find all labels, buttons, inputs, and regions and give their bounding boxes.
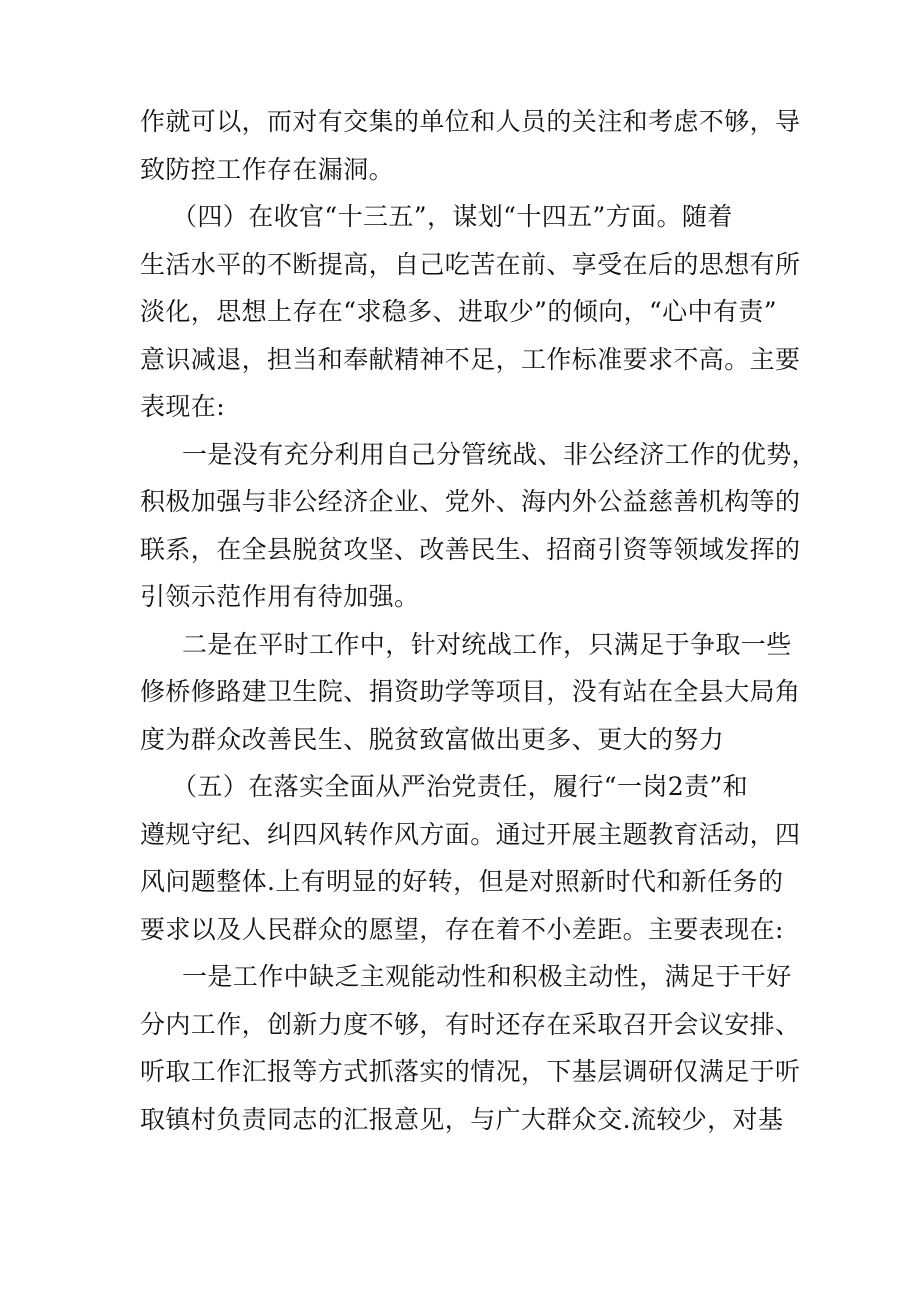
section-heading-four: （四）在收官“十三五”，谋划“十四五”方面。随着 xyxy=(172,202,733,231)
text-line: 联系，在全县脱贫攻坚、改善民生、招商引资等领域发挥的 xyxy=(140,534,801,564)
text-line: 要求以及人民群众的愿望，存在着不小差距。主要表现在: xyxy=(140,914,784,944)
paragraph-start: 一是没有充分利用自己分管统战、非公经济工作的优势， xyxy=(182,439,818,469)
text-line: 淡化，思想上存在“求稳多、进取少”的倾向，“心中有责” xyxy=(140,297,777,326)
paragraph-start: 二是在平时工作中，针对统战工作，只满足于争取一些 xyxy=(182,629,792,659)
text-line: 听取工作汇报等方式抓落实的情况，下基层调研仅满足于听 xyxy=(140,1057,801,1086)
text-line: 意识减退，担当和奉献精神不足，工作标准要求不高。主要 xyxy=(140,344,801,374)
text-line: 遵规守纪、纠四风转作风方面。通过开展主题教育活动，四 xyxy=(140,819,801,849)
text-line: 表现在: xyxy=(140,392,226,421)
text-line: 引领示范作用有待加强。 xyxy=(140,582,420,611)
text-line: 作就可以，而对有交集的单位和人员的关注和考虑不够，导 xyxy=(140,107,801,136)
text-line: 修桥修路建卫生院、捐资助学等项目，没有站在全县大局角 xyxy=(140,677,801,706)
text-line: 生活水平的不断提高，自己吃苦在前、享受在后的思想有所 xyxy=(140,249,801,279)
text-line: 分内工作，创新力度不够，有时还存在采取召开会议安排、 xyxy=(140,1009,801,1039)
text-line: 致防控工作存在漏洞。 xyxy=(140,154,395,184)
document-body xyxy=(140,98,818,1143)
text-line: 风问题整体.上有明显的好转，但是对照新时代和新任务的 xyxy=(140,867,784,896)
text-line: 度为群众改善民生、脱贫致富做出更多、更大的努力 xyxy=(140,724,725,754)
text-line: 取镇村负责同志的汇报意见，与广大群众交.流较少，对基 xyxy=(140,1104,784,1134)
paragraph-start: 一是工作中缺乏主观能动性和积极主动性，满足于干好 xyxy=(182,962,792,991)
section-heading-five: （五）在落实全面从严治党责任，履行“一岗2责”和 xyxy=(172,772,749,801)
text-line: 积极加强与非公经济企业、党外、海内外公益慈善机构等的 xyxy=(140,487,801,516)
